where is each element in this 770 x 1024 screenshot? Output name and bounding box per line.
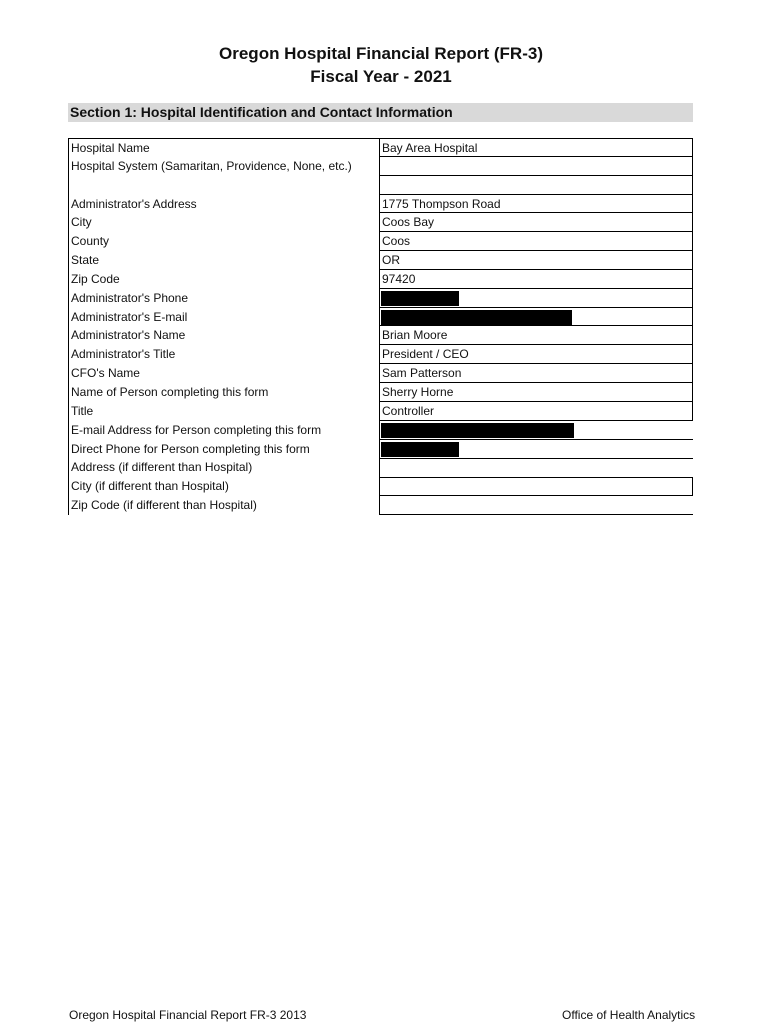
footer-form-id: Oregon Hospital Financial Report FR-3 2013 [69, 1008, 307, 1022]
form-row-state [68, 251, 693, 270]
field-label: City (if different than Hospital) [68, 477, 380, 496]
section-header: Section 1: Hospital Identification and Contact Information [68, 103, 693, 122]
form-row-hospital-system [68, 157, 693, 176]
field-label: Hospital Name [68, 138, 380, 157]
field-label: Address (if different than Hospital) [68, 458, 380, 477]
county-field[interactable]: Coos [380, 232, 693, 251]
footer-office: Office of Health Analytics [562, 1008, 696, 1022]
form-row-admin-phone [68, 289, 693, 308]
field-label: Administrator's Title [68, 345, 380, 364]
form-row-hospital-name [68, 138, 693, 157]
field-label: County [68, 232, 380, 251]
field-label: CFO's Name [68, 364, 380, 383]
form-row-county [68, 232, 693, 251]
field-label: Administrator's Address [68, 195, 380, 214]
contact-form [68, 138, 693, 515]
alt-address-field[interactable] [380, 458, 693, 477]
form-row-cfo-name [68, 364, 693, 383]
admin-title-field[interactable]: President / CEO [380, 345, 693, 364]
zip-field[interactable]: 97420 [380, 270, 693, 289]
fiscal-year-subtitle: Fiscal Year - 2021 [310, 67, 452, 86]
form-row-admin-address [68, 195, 693, 214]
field-label: State [68, 251, 380, 270]
preparer-title-field[interactable]: Controller [380, 402, 693, 421]
form-row-preparer-title [68, 402, 693, 421]
admin-address-field[interactable]: 1775 Thompson Road [380, 195, 693, 214]
form-row-alt-zip [68, 496, 693, 515]
field-label [68, 176, 380, 195]
redaction-block [381, 423, 574, 438]
form-row-preparer-name [68, 383, 693, 402]
field-label: Name of Person completing this form [68, 383, 380, 402]
city-field[interactable]: Coos Bay [380, 213, 693, 232]
preparer-email-field[interactable] [380, 421, 693, 440]
state-field[interactable]: OR [380, 251, 693, 270]
form-row-city [68, 213, 693, 232]
field-label: Zip Code [68, 270, 380, 289]
redaction-block [381, 310, 572, 325]
field-label: City [68, 213, 380, 232]
redaction-block [381, 442, 459, 457]
report-title: Oregon Hospital Financial Report (FR-3) [219, 44, 543, 63]
form-row-zip [68, 270, 693, 289]
hospital-name-field[interactable]: Bay Area Hospital [380, 138, 693, 157]
field-label: Zip Code (if different than Hospital) [68, 496, 380, 515]
admin-phone-field[interactable] [380, 289, 693, 308]
preparer-name-field[interactable]: Sherry Horne [380, 383, 693, 402]
spacer-field [380, 176, 693, 195]
alt-city-field[interactable] [380, 477, 693, 496]
form-row-admin-name [68, 326, 693, 345]
form-row-preparer-phone [68, 440, 693, 459]
hospital-system-field[interactable] [380, 157, 693, 176]
cfo-name-field[interactable]: Sam Patterson [380, 364, 693, 383]
field-label: Administrator's Phone [68, 289, 380, 308]
field-label: E-mail Address for Person completing this form [68, 421, 380, 440]
field-label: Direct Phone for Person completing this form [68, 440, 380, 459]
form-row-alt-address [68, 458, 693, 477]
preparer-phone-field[interactable] [380, 440, 693, 459]
form-row-alt-city [68, 477, 693, 496]
admin-name-field[interactable]: Brian Moore [380, 326, 693, 345]
form-row-preparer-email [68, 421, 693, 440]
form-row-admin-title [68, 345, 693, 364]
field-label: Hospital System (Samaritan, Providence, None, etc.) [68, 157, 380, 176]
alt-zip-field[interactable] [380, 496, 693, 515]
field-label: Administrator's E-mail [68, 308, 380, 327]
redaction-block [381, 291, 459, 306]
form-row-admin-email [68, 308, 693, 327]
field-label: Administrator's Name [68, 326, 380, 345]
field-label: Title [68, 402, 380, 421]
form-row-spacer [68, 176, 693, 195]
admin-email-field[interactable] [380, 308, 693, 327]
